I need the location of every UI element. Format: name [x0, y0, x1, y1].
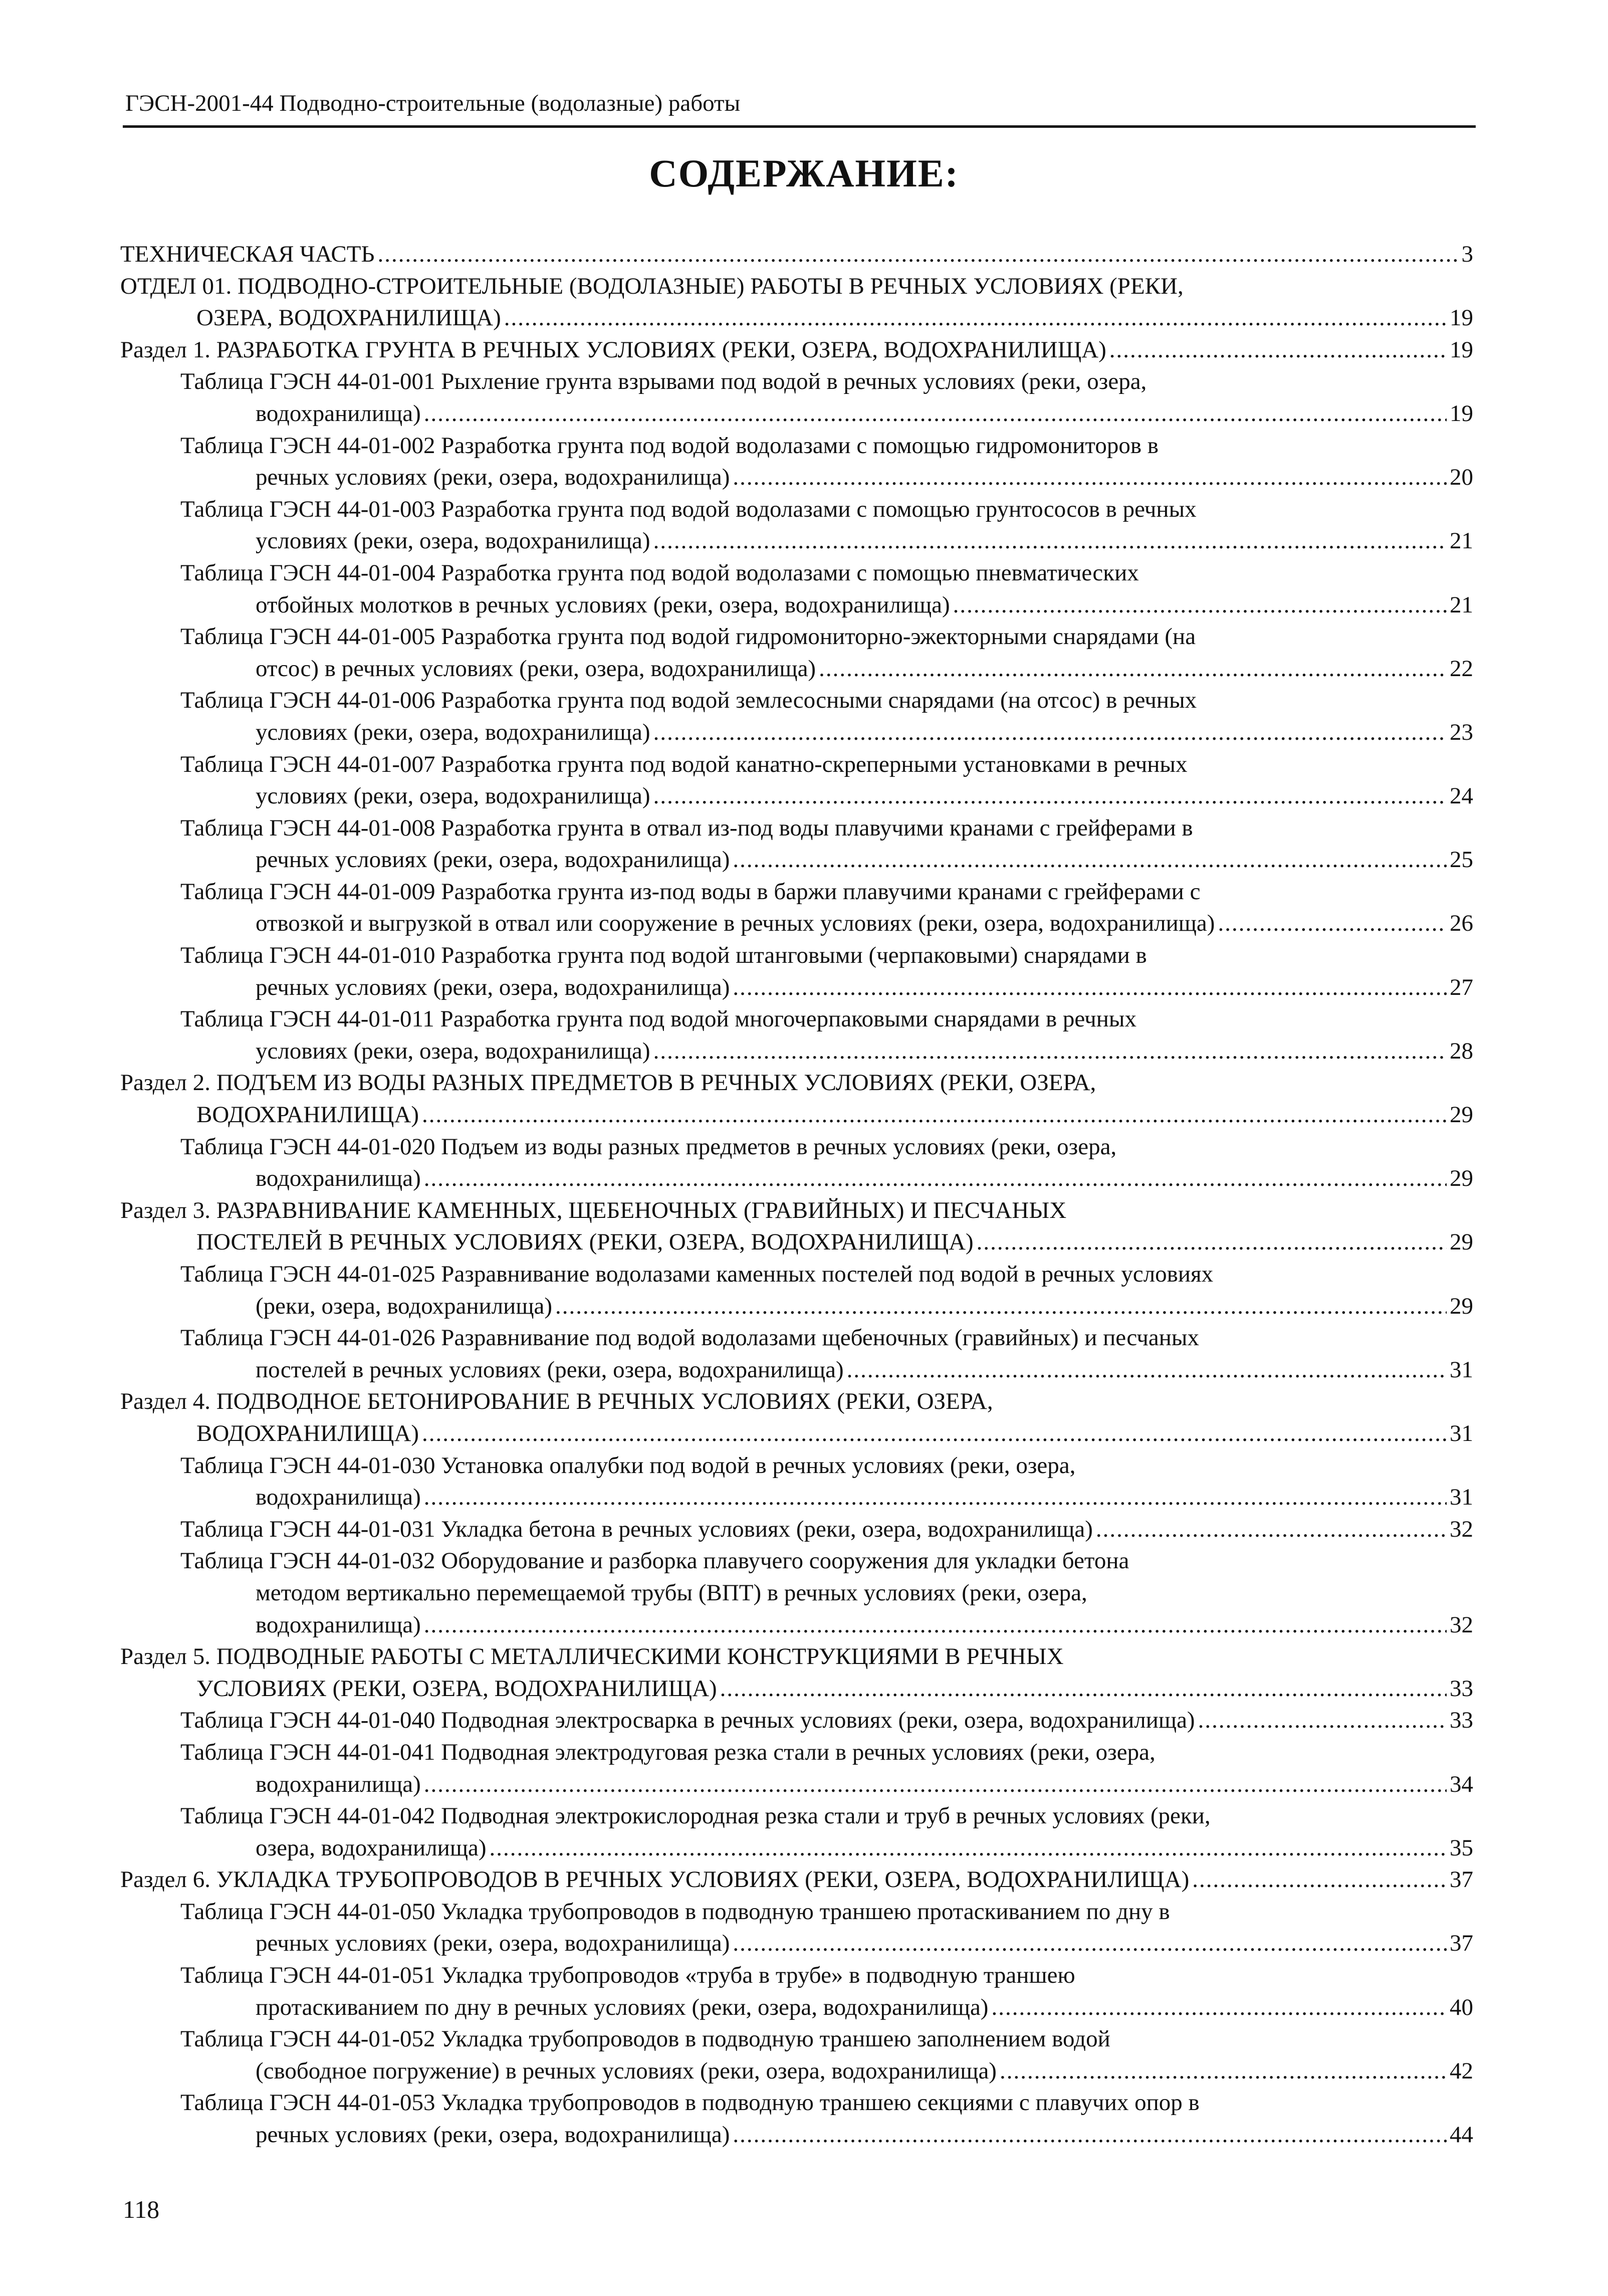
toc-entry-text: Таблица ГЭСН 44-01-008 Разработка грунта в отвал из-под воды плавучими кранами с грейферами в [180, 814, 1193, 841]
toc-entry[interactable] [120, 1003, 1473, 1067]
dot-leader [653, 780, 1447, 812]
toc-entry[interactable] [120, 1960, 1473, 2023]
toc-entry-text: отбойных молотков в речных условиях (реки, озера, водохранилища) [256, 591, 950, 618]
toc-entry-text: водохранилища) [256, 400, 421, 427]
dot-leader [953, 589, 1447, 621]
toc-entry-line [120, 621, 1473, 653]
toc-entry[interactable] [120, 334, 1473, 366]
dot-leader [424, 1163, 1447, 1195]
toc-entry[interactable] [120, 1131, 1473, 1195]
toc-entry[interactable] [120, 2087, 1473, 2151]
header-rule [123, 125, 1476, 128]
toc-entry-line [120, 494, 1473, 526]
toc-entry-line [120, 1960, 1473, 1992]
toc-entry[interactable] [120, 1067, 1473, 1131]
toc-entry-line [120, 1514, 1473, 1546]
toc-entry-text: ОЗЕРА, ВОДОХРАНИЛИЩА) [196, 305, 501, 331]
dot-leader [424, 1769, 1447, 1801]
toc-entry-text: Таблица ГЭСН 44-01-041 Подводная электродуговая резка стали в речных условиях (реки, озера, [180, 1739, 1156, 1765]
toc-entry-text: (реки, озера, водохранилища) [256, 1293, 553, 1319]
dot-leader [720, 1673, 1447, 1705]
toc-entry-text: Таблица ГЭСН 44-01-003 Разработка грунта под водой водолазами с помощью грунтососов в речных [180, 496, 1197, 522]
toc-entry-line [120, 844, 1473, 876]
dot-leader [653, 717, 1447, 749]
page-title: СОДЕРЖАНИЕ: [649, 151, 959, 195]
toc-entry[interactable] [120, 1896, 1473, 1960]
toc-entry[interactable] [120, 557, 1473, 621]
toc-entry[interactable] [120, 1259, 1473, 1322]
toc-entry-line [120, 1259, 1473, 1291]
toc-entry[interactable] [120, 1545, 1473, 1641]
toc-entry-line [120, 1099, 1473, 1131]
toc-entry-line [120, 302, 1473, 334]
page-number: 118 [123, 2195, 160, 2223]
toc-entry-line [120, 462, 1473, 494]
toc-entry-line [120, 1864, 1473, 1896]
dot-leader [490, 1832, 1447, 1864]
toc-page-number: 21 [1450, 528, 1473, 554]
toc-entry[interactable] [120, 1514, 1473, 1546]
toc-entry-text: ОТДЕЛ 01. ПОДВОДНО-СТРОИТЕЛЬНЫЕ (ВОДОЛАЗНЫЕ) РАБОТЫ В РЕЧНЫХ УСЛОВИЯХ (РЕКИ, [120, 273, 1184, 299]
toc-entry-text: водохранилища) [256, 1611, 421, 1638]
toc-entry-text: условиях (реки, озера, водохранилища) [256, 783, 650, 809]
toc-page-number: 23 [1450, 719, 1473, 745]
toc-entry-line [120, 1896, 1473, 1928]
toc-entry[interactable] [120, 1641, 1473, 1705]
toc-page-number: 33 [1450, 1707, 1473, 1734]
toc-entry-line [120, 1035, 1473, 1068]
toc-page-number: 29 [1450, 1102, 1473, 1128]
toc-entry-text: отвозкой и выгрузкой в отвал или сооружение в речных условиях (реки, озера, водохранилища) [256, 910, 1215, 937]
toc-page-number: 34 [1450, 1771, 1473, 1797]
toc-entry-text: Таблица ГЭСН 44-01-042 Подводная электрокислородная резка стали и труб в речных условиях (реки, [180, 1803, 1211, 1829]
toc-entry[interactable] [120, 239, 1473, 271]
toc-entry-text: ВОДОХРАНИЛИЩА) [196, 1420, 419, 1446]
dot-leader [1109, 334, 1447, 366]
toc-page-number: 37 [1450, 1866, 1473, 1893]
toc-entry-line [120, 557, 1473, 589]
toc-entry-line [120, 239, 1473, 271]
toc-page-number: 31 [1450, 1484, 1473, 1511]
toc-entry-line [120, 1226, 1473, 1259]
toc-page-number: 24 [1450, 783, 1473, 809]
toc-entry-text: Таблица ГЭСН 44-01-026 Разравнивание под водой водолазами щебеночных (гравийных) и песчаных [180, 1325, 1199, 1351]
toc-entry-text: Раздел 5. ПОДВОДНЫЕ РАБОТЫ С МЕТАЛЛИЧЕСКИМИ КОНСТРУКЦИЯМИ В РЕЧНЫХ [120, 1643, 1064, 1670]
toc-entry-text: условиях (реки, озера, водохранилища) [256, 528, 650, 554]
toc-entry-text: Раздел 1. РАЗРАБОТКА ГРУНТА В РЕЧНЫХ УСЛОВИЯХ (РЕКИ, ОЗЕРА, ВОДОХРАНИЛИЩА) [120, 336, 1106, 363]
dot-leader [653, 525, 1447, 557]
dot-leader [819, 653, 1447, 685]
toc-page-number: 3 [1461, 241, 1473, 267]
toc-entry-text: Таблица ГЭСН 44-01-031 Укладка бетона в речных условиях (реки, озера, водохранилища) [180, 1516, 1093, 1542]
toc-entry-text: Таблица ГЭСН 44-01-050 Укладка трубопроводов в подводную траншею протаскиванием по дну в [180, 1898, 1170, 1925]
dot-leader [1000, 2055, 1447, 2088]
toc-entry[interactable] [120, 271, 1473, 334]
toc-entry-line [120, 1131, 1473, 1163]
toc-entry-text: Таблица ГЭСН 44-01-007 Разработка грунта под водой канатно-скреперными установками в речных [180, 751, 1188, 777]
toc-entry[interactable] [120, 685, 1473, 748]
toc-entry-line [120, 271, 1473, 303]
toc-entry-line [120, 780, 1473, 812]
toc-page-number: 35 [1450, 1834, 1473, 1861]
toc-page-number: 33 [1450, 1675, 1473, 1702]
toc-entry-line [120, 1067, 1473, 1099]
toc-entry-text: Таблица ГЭСН 44-01-006 Разработка грунта под водой землесосными снарядами (на отсос) в речных [180, 687, 1197, 714]
dot-leader [991, 1992, 1447, 2024]
dot-leader [733, 2119, 1447, 2151]
toc-entry-text: Таблица ГЭСН 44-01-020 Подъем из воды разных предметов в речных условиях (реки, озера, [180, 1133, 1117, 1160]
toc-entry-text: водохранилища) [256, 1771, 421, 1797]
dot-leader [555, 1291, 1447, 1323]
toc-entry-line [120, 1928, 1473, 1960]
toc-entry-line [120, 940, 1473, 972]
toc-entry-line [120, 1322, 1473, 1354]
toc-entry-line [120, 1737, 1473, 1769]
toc-entry[interactable] [120, 430, 1473, 494]
toc-entry-line [120, 366, 1473, 398]
toc-entry-text: Таблица ГЭСН 44-01-053 Укладка трубопроводов в подводную траншею секциями с плавучих опор в [180, 2090, 1200, 2116]
toc-entry-text: ПОСТЕЛЕЙ В РЕЧНЫХ УСЛОВИЯХ (РЕКИ, ОЗЕРА, ВОДОХРАНИЛИЩА) [196, 1229, 974, 1256]
toc-entry-line [120, 717, 1473, 749]
toc-entry-text: речных условиях (реки, озера, водохранилища) [256, 974, 730, 1000]
toc-entry-text: Таблица ГЭСН 44-01-009 Разработка грунта из-под воды в баржи плавучими кранами с грейферами с [180, 878, 1201, 905]
toc-entry[interactable] [120, 2023, 1473, 2087]
toc-page-number: 31 [1450, 1356, 1473, 1383]
toc-entry[interactable] [120, 1705, 1473, 1737]
toc-entry-text: Раздел 4. ПОДВОДНОЕ БЕТОНИРОВАНИЕ В РЕЧНЫХ УСЛОВИЯХ (РЕКИ, ОЗЕРА, [120, 1388, 993, 1415]
toc-page-number: 27 [1450, 974, 1473, 1000]
toc-entry-line [120, 876, 1473, 908]
toc-entry-line [120, 812, 1473, 845]
toc-entry-text: водохранилища) [256, 1165, 421, 1192]
dot-leader [377, 239, 1458, 271]
toc-entry-line [120, 1769, 1473, 1801]
toc-entry-text: Таблица ГЭСН 44-01-001 Рыхление грунта взрывами под водой в речных условиях (реки, озера, [180, 368, 1147, 395]
toc-entry[interactable] [120, 940, 1473, 1003]
toc-entry-text: Раздел 3. РАЗРАВНИВАНИЕ КАМЕННЫХ, ЩЕБЕНОЧНЫХ (ГРАВИЙНЫХ) И ПЕСЧАНЫХ [120, 1197, 1067, 1223]
toc-entry-text: озера, водохранилища) [256, 1834, 487, 1861]
dot-leader [1218, 908, 1447, 940]
toc-entry-text: Таблица ГЭСН 44-01-040 Подводная электросварка в речных условиях (реки, озера, водохранилища) [180, 1707, 1195, 1734]
toc-entry-line [120, 2023, 1473, 2055]
dot-leader [424, 1609, 1447, 1641]
toc-entry-line [120, 685, 1473, 717]
toc-entry-line [120, 589, 1473, 621]
toc-entry[interactable] [120, 1737, 1473, 1800]
dot-leader [422, 1099, 1447, 1131]
toc-entry[interactable] [120, 812, 1473, 876]
toc-page-number: 29 [1450, 1229, 1473, 1256]
toc-entry-line [120, 1003, 1473, 1035]
toc-page-number: 42 [1450, 2057, 1473, 2084]
dot-leader [424, 1482, 1447, 1514]
toc-entry-line [120, 1673, 1473, 1705]
toc-entry-text: Раздел 6. УКЛАДКА ТРУБОПРОВОДОВ В РЕЧНЫХ УСЛОВИЯХ (РЕКИ, ОЗЕРА, ВОДОХРАНИЛИЩА) [120, 1866, 1190, 1893]
toc-entry[interactable] [120, 494, 1473, 557]
toc-entry-line [120, 1545, 1473, 1577]
toc-entry-line [120, 1641, 1473, 1673]
dot-leader [424, 398, 1447, 430]
toc-entry-text: ВОДОХРАНИЛИЩА) [196, 1102, 419, 1128]
toc-entry-text: условиях (реки, озера, водохранилища) [256, 1037, 650, 1064]
toc-entry-line [120, 1291, 1473, 1323]
dot-leader [504, 302, 1447, 334]
toc-entry-text: условиях (реки, озера, водохранилища) [256, 719, 650, 745]
toc-entry-text: методом вертикально перемещаемой трубы (ВПТ) в речных условиях (реки, озера, [256, 1579, 1087, 1606]
toc-entry[interactable] [120, 1450, 1473, 1514]
toc-entry-line [120, 430, 1473, 462]
toc-entry[interactable] [120, 621, 1473, 685]
toc-entry-line [120, 1354, 1473, 1386]
dot-leader [1198, 1705, 1447, 1737]
toc-page-number: 21 [1450, 591, 1473, 618]
toc-page-number: 29 [1450, 1293, 1473, 1319]
toc-entry-text: водохранилища) [256, 1484, 421, 1511]
dot-leader [977, 1226, 1447, 1259]
dot-leader [1192, 1864, 1447, 1896]
toc-entry-text: Таблица ГЭСН 44-01-030 Установка опалубки под водой в речных условиях (реки, озера, [180, 1452, 1076, 1479]
table-of-contents [120, 239, 1473, 2151]
dot-leader [733, 844, 1447, 876]
toc-entry-line [120, 1609, 1473, 1641]
toc-page-number: 32 [1450, 1516, 1473, 1542]
toc-page-number: 32 [1450, 1611, 1473, 1638]
dot-leader [422, 1418, 1447, 1450]
dot-leader [1096, 1514, 1447, 1546]
toc-page-number: 19 [1450, 305, 1473, 331]
toc-entry-text: постелей в речных условиях (реки, озера, водохранилища) [256, 1356, 844, 1383]
toc-entry-text: Таблица ГЭСН 44-01-010 Разработка грунта под водой штанговыми (черпаковыми) снарядами в [180, 942, 1147, 969]
toc-entry[interactable] [120, 749, 1473, 812]
toc-entry-line [120, 525, 1473, 557]
toc-entry-text: Таблица ГЭСН 44-01-032 Оборудование и разборка плавучего сооружения для укладки бетона [180, 1548, 1129, 1574]
toc-entry-text: протаскиванием по дну в речных условиях (реки, озера, водохранилища) [256, 1994, 989, 2020]
toc-entry-line [120, 1577, 1473, 1609]
toc-page-number: 20 [1450, 464, 1473, 491]
toc-entry-line [120, 2119, 1473, 2151]
toc-entry[interactable] [120, 1864, 1473, 1896]
toc-entry-text: отсос) в речных условиях (реки, озера, водохранилища) [256, 655, 816, 682]
toc-entry-line [120, 1832, 1473, 1864]
dot-leader [653, 1035, 1447, 1068]
toc-entry-line [120, 2087, 1473, 2119]
toc-entry[interactable] [120, 366, 1473, 430]
toc-entry-line [120, 1163, 1473, 1195]
dot-leader [733, 462, 1447, 494]
toc-entry-line [120, 1800, 1473, 1832]
toc-page-number: 19 [1450, 400, 1473, 427]
toc-entry-text: Таблица ГЭСН 44-01-011 Разработка грунта под водой многочерпаковыми снарядами в речных [180, 1006, 1136, 1032]
toc-entry-line [120, 749, 1473, 781]
toc-entry-line [120, 972, 1473, 1004]
toc-page-number: 19 [1450, 336, 1473, 363]
toc-entry[interactable] [120, 1195, 1473, 1259]
toc-entry-line [120, 653, 1473, 685]
toc-entry-text: УСЛОВИЯХ (РЕКИ, ОЗЕРА, ВОДОХРАНИЛИЩА) [196, 1675, 717, 1702]
toc-page-number: 25 [1450, 847, 1473, 873]
toc-page-number: 26 [1450, 910, 1473, 937]
toc-entry-line [120, 1450, 1473, 1482]
toc-entry-line [120, 1195, 1473, 1227]
toc-entry-text: речных условиях (реки, озера, водохранилища) [256, 1930, 730, 1957]
toc-entry-text: (свободное погружение) в речных условиях (реки, озера, водохранилища) [256, 2057, 997, 2084]
toc-entry-line [120, 908, 1473, 940]
toc-entry-text: Таблица ГЭСН 44-01-002 Разработка грунта под водой водолазами с помощью гидромониторов в [180, 432, 1159, 459]
dot-leader [733, 1928, 1447, 1960]
toc-entry-line [120, 1386, 1473, 1418]
toc-entry-line [120, 334, 1473, 366]
toc-entry-line [120, 1482, 1473, 1514]
toc-page-number: 22 [1450, 655, 1473, 682]
toc-page-number: 28 [1450, 1037, 1473, 1064]
toc-entry-line [120, 1992, 1473, 2024]
toc-entry-text: Таблица ГЭСН 44-01-052 Укладка трубопроводов в подводную траншею заполнением водой [180, 2026, 1110, 2052]
toc-page-number: 29 [1450, 1165, 1473, 1192]
toc-entry-text: Таблица ГЭСН 44-01-051 Укладка трубопроводов «труба в трубе» в подводную траншею [180, 1962, 1075, 1989]
running-head: ГЭСН-2001-44 Подводно-строительные (водолазные) работы [125, 90, 741, 116]
toc-entry-text: речных условиях (реки, озера, водохранилища) [256, 2122, 730, 2148]
toc-entry-text: Таблица ГЭСН 44-01-005 Разработка грунта под водой гидромониторно-эжекторными снарядами (на [180, 623, 1196, 650]
toc-entry-line [120, 1418, 1473, 1450]
toc-entry[interactable] [120, 1386, 1473, 1449]
toc-entry-text: ТЕХНИЧЕСКАЯ ЧАСТЬ [120, 241, 375, 267]
toc-entry-text: речных условиях (реки, озера, водохранилища) [256, 847, 730, 873]
dot-leader [847, 1354, 1447, 1386]
dot-leader [733, 972, 1447, 1004]
toc-page-number: 44 [1450, 2122, 1473, 2148]
toc-entry-text: речных условиях (реки, озера, водохранилища) [256, 464, 730, 491]
toc-entry-line [120, 398, 1473, 430]
toc-entry[interactable] [120, 876, 1473, 940]
toc-page-number: 37 [1450, 1930, 1473, 1957]
toc-entry-text: Таблица ГЭСН 44-01-025 Разравнивание водолазами каменных постелей под водой в речных условиях [180, 1261, 1214, 1287]
toc-page-number: 31 [1450, 1420, 1473, 1446]
toc-entry-line [120, 2055, 1473, 2088]
toc-entry-text: Раздел 2. ПОДЪЕМ ИЗ ВОДЫ РАЗНЫХ ПРЕДМЕТОВ В РЕЧНЫХ УСЛОВИЯХ (РЕКИ, ОЗЕРА, [120, 1070, 1096, 1096]
toc-entry[interactable] [120, 1800, 1473, 1864]
toc-page-number: 40 [1450, 1994, 1473, 2020]
toc-entry-text: Таблица ГЭСН 44-01-004 Разработка грунта под водой водолазами с помощью пневматических [180, 559, 1139, 586]
toc-entry-line [120, 1705, 1473, 1737]
toc-entry[interactable] [120, 1322, 1473, 1386]
